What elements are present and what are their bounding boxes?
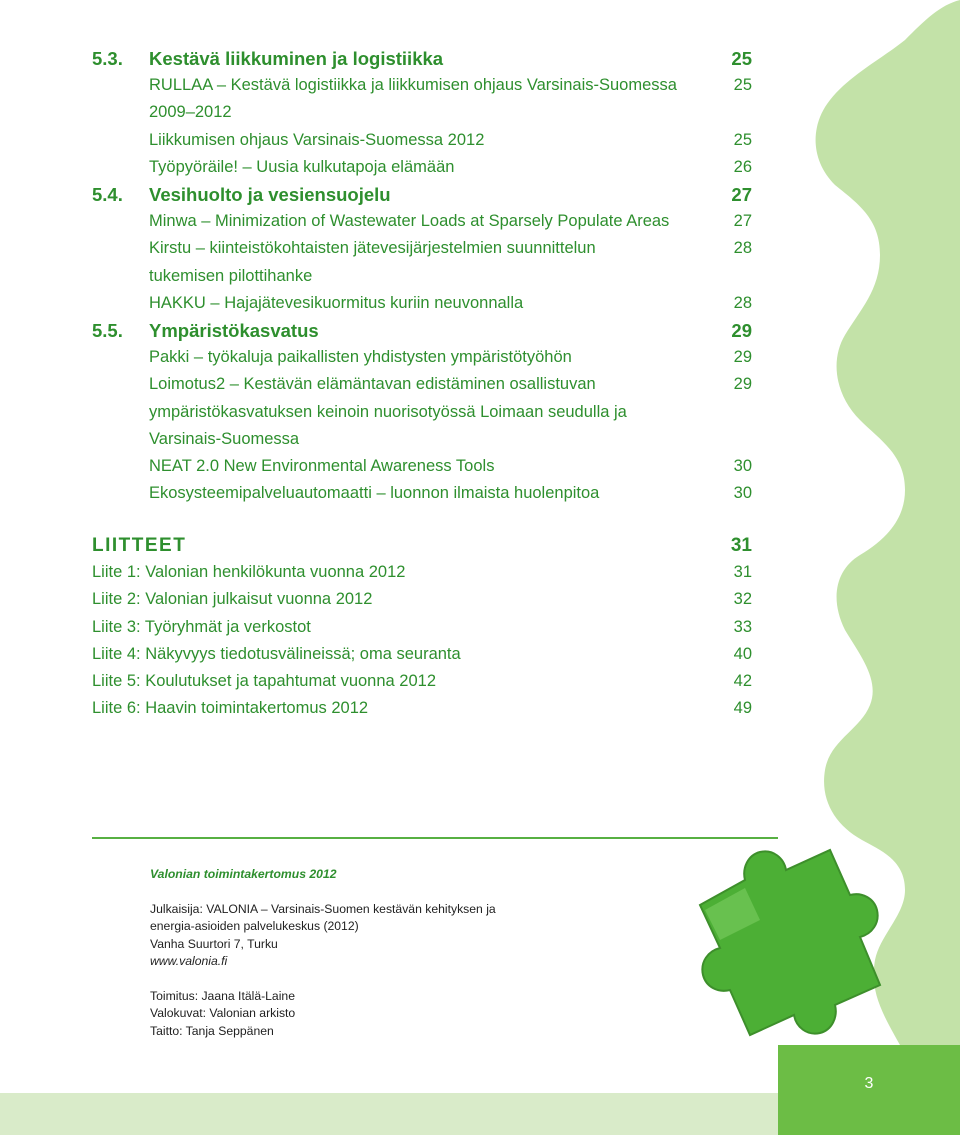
toc-section-entry[interactable] — [92, 317, 752, 344]
publisher-line-2: energia-asioiden palvelukeskus (2012) — [150, 919, 359, 933]
page-ref: 27 — [731, 184, 752, 205]
page-ref: 42 — [733, 672, 752, 690]
page-ref: 33 — [733, 617, 752, 636]
section-number: 5.4. — [92, 184, 123, 205]
entry-title: Kirstu – kiinteistökohtaisten jätevesijärjestelmien suunnittelun — [149, 239, 596, 258]
entry-title: Liikkumisen ohjaus Varsinais-Suomessa 2012 — [149, 130, 485, 149]
appendix-entry[interactable] — [92, 559, 752, 586]
entry-title: Liite 5: Koulutukset ja tapahtumat vuonna 2012 — [92, 672, 436, 690]
entry-title: Varsinais-Suomessa — [149, 429, 300, 448]
toc-subsection-entry[interactable] — [92, 127, 752, 154]
entry-title: Vesihuolto ja vesiensuojelu — [149, 184, 391, 205]
page-ref: 25 — [733, 76, 752, 95]
page-ref: 29 — [733, 348, 752, 367]
entry-title: Ympäristökasvatus — [149, 320, 319, 341]
publisher-line-1: Julkaisija: VALONIA – Varsinais-Suomen kestävän kehityksen ja — [150, 901, 496, 916]
entry-title: Työpyöräile! – Uusia kulkutapoja elämään — [149, 157, 455, 176]
toc-section-entry[interactable] — [92, 181, 752, 208]
page-ref: 32 — [733, 590, 752, 609]
appendices-heading-text: LIITTEET — [92, 535, 187, 556]
toc-subsection-entry[interactable] — [92, 344, 752, 371]
page-ref: 30 — [733, 457, 752, 475]
entry-title: ympäristökasvatuksen keinoin nuorisotyössä Loimaan seudulla ja — [149, 402, 627, 421]
entry-title: RULLAA – Kestävä logistiikka ja liikkumisen ohjaus Varsinais-Suomessa — [149, 76, 677, 95]
website-link[interactable]: www.valonia.fi — [150, 954, 228, 968]
address: Vanha Suurtori 7, Turku — [150, 936, 278, 951]
toc-subsection-entry[interactable] — [92, 154, 752, 181]
page-ref: 31 — [733, 563, 752, 582]
toc-section-entry[interactable] — [92, 45, 752, 72]
entry-title: tukemisen pilottihanke — [149, 266, 313, 285]
entry-title: Liite 3: Työryhmät ja verkostot — [92, 617, 311, 636]
page-ref: 28 — [733, 293, 752, 312]
section-number: 5.3. — [92, 48, 123, 69]
colophon — [150, 866, 590, 1040]
entry-title: Ekosysteemipalveluautomaatti – luonnon ilmaista huolenpitoa — [149, 484, 600, 503]
entry-title: Loimotus2 – Kestävän elämäntavan edistäminen osallistuvan — [149, 375, 596, 394]
appendix-entry[interactable] — [92, 614, 752, 641]
page-ref: 29 — [733, 375, 752, 394]
page-ref: 26 — [733, 157, 752, 176]
entry-title: Liite 4: Näkyvyys tiedotusvälineissä; oma seuranta — [92, 644, 461, 663]
bottom-band — [0, 1093, 778, 1135]
entry-title: HAKKU – Hajajätevesikuormitus kuriin neuvonnalla — [149, 293, 524, 312]
toc-entry-continuation[interactable] — [92, 399, 752, 426]
divider-line — [92, 837, 778, 839]
editor: Toimitus: Jaana Itälä-Laine — [150, 988, 295, 1003]
page-number-box — [778, 1045, 960, 1135]
toc-subsection-entry[interactable] — [92, 208, 752, 235]
page-number: 3 — [864, 1075, 874, 1092]
toc-subsection-entry[interactable] — [92, 371, 752, 398]
entry-title: NEAT 2.0 New Environmental Awareness Tools — [149, 457, 495, 475]
entry-title: Liite 2: Valonian julkaisut vuonna 2012 — [92, 590, 373, 609]
entry-title: 2009–2012 — [149, 103, 232, 122]
page-ref: 28 — [733, 239, 752, 258]
toc-subsection-entry[interactable] — [92, 453, 752, 480]
appendix-entry[interactable] — [92, 586, 752, 613]
publication-title: Valonian toimintakertomus 2012 — [150, 867, 337, 881]
page-ref: 25 — [731, 48, 752, 69]
toc-entry-continuation[interactable] — [92, 263, 752, 290]
entry-title: Kestävä liikkuminen ja logistiikka — [149, 48, 444, 69]
entry-title: Liite 1: Valonian henkilökunta vuonna 2012 — [92, 563, 406, 582]
toc-subsection-entry[interactable] — [92, 290, 752, 317]
page-ref: 25 — [733, 130, 752, 149]
page-ref: 30 — [733, 484, 752, 503]
appendix-entry[interactable] — [92, 695, 752, 722]
layout-credit: Taitto: Tanja Seppänen — [150, 1023, 274, 1038]
toc-entry-continuation[interactable] — [92, 99, 752, 126]
entry-title: Liite 6: Haavin toimintakertomus 2012 — [92, 699, 369, 718]
page-ref: 29 — [731, 320, 752, 341]
entry-title: Pakki – työkaluja paikallisten yhdistysten ympäristötyöhön — [149, 348, 572, 367]
appendices-heading[interactable] — [92, 532, 752, 559]
page-ref: 31 — [730, 535, 752, 556]
photos-credit: Valokuvat: Valonian arkisto — [150, 1006, 296, 1020]
page-ref: 49 — [733, 699, 752, 718]
section-number: 5.5. — [92, 320, 123, 341]
toc-entry-continuation[interactable] — [92, 426, 752, 453]
toc-subsection-entry[interactable] — [92, 235, 752, 262]
appendix-entry[interactable] — [92, 641, 752, 668]
page-ref: 40 — [733, 644, 752, 663]
toc-subsection-entry[interactable] — [92, 480, 752, 507]
page-ref: 27 — [733, 212, 752, 231]
appendix-entry[interactable] — [92, 668, 752, 695]
entry-title: Minwa – Minimization of Wastewater Loads at Sparsely Populate Areas — [149, 212, 670, 231]
puzzle-piece-icon — [700, 850, 880, 1035]
toc-subsection-entry[interactable] — [92, 72, 752, 99]
